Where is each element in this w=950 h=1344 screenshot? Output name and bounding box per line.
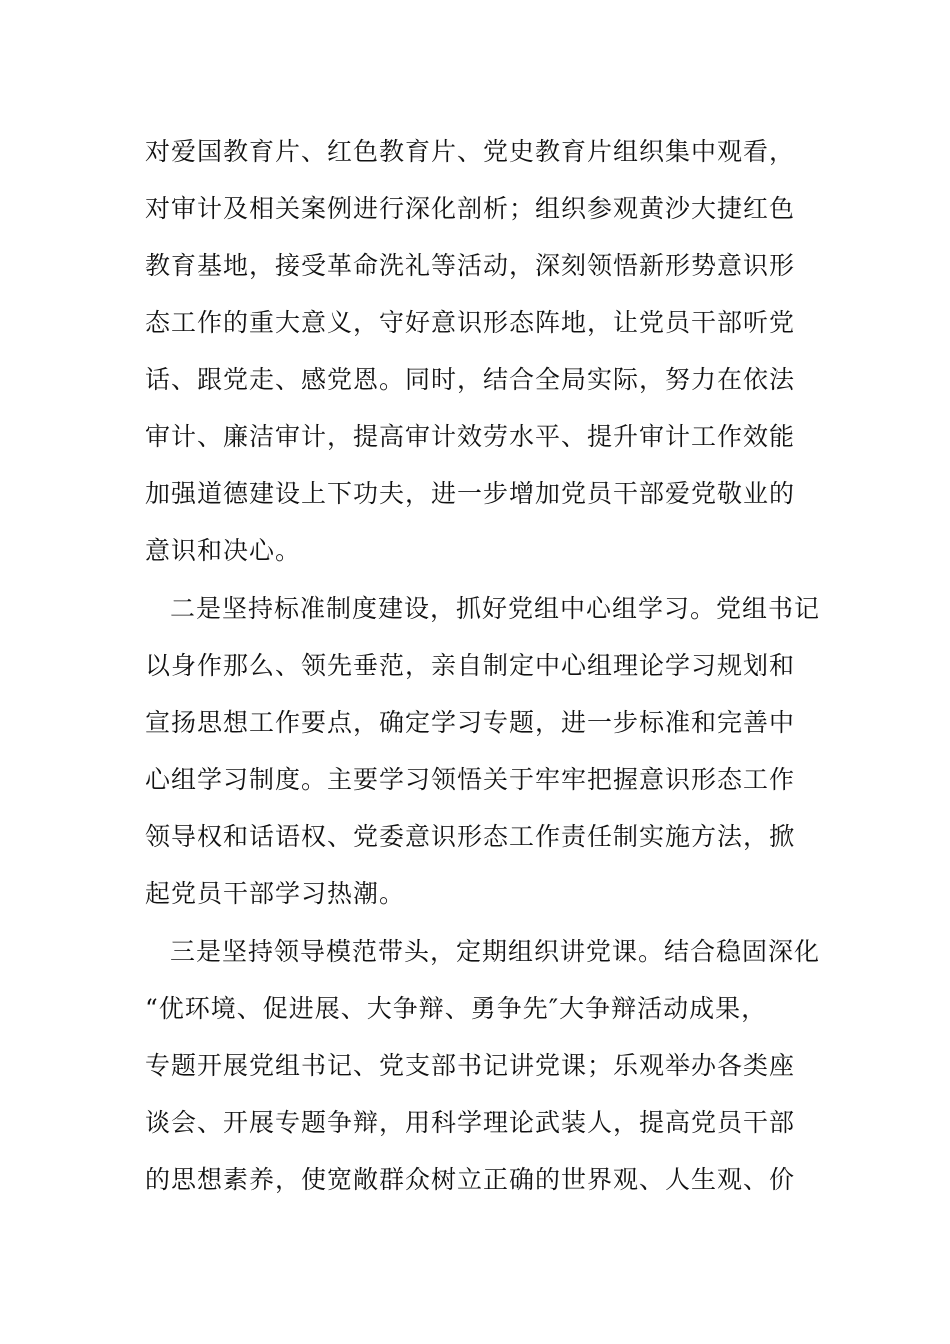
paragraph-2-line-5: 领导权和话语权、党委意识形态工作责任制实施方法，掀: [145, 822, 796, 851]
paragraph-2-line-1: 二是坚持标准制度建设，抓好党组中心组学习。党组书记: [170, 594, 821, 623]
paragraph-1-line-2: 对审计及相关案例进行深化剖析；组织参观黄沙大捷红色: [145, 194, 796, 223]
paragraph-1-line-3: 教育基地，接受革命洗礼等活动，深刻领悟新形势意识形: [145, 251, 796, 280]
paragraph-1-line-1: 对爱国教育片、红色教育片、党史教育片组织集中观看，: [145, 137, 796, 166]
paragraph-1-line-7: 加强道德建设上下功夫，进一步增加党员干部爱党敬业的: [145, 479, 796, 508]
paragraph-2-line-2: 以身作那么、领先垂范，亲自制定中心组理论学习规划和: [145, 651, 796, 680]
paragraph-3-line-2: “优环境、促进展、大争辩、勇争先″大争辩活动成果，: [145, 994, 768, 1023]
paragraph-2-line-4: 心组学习制度。主要学习领悟关于牢牢把握意识形态工作: [145, 765, 796, 794]
paragraph-1-line-6: 审计、廉洁审计，提高审计效劳水平、提升审计工作效能: [145, 422, 796, 451]
paragraph-3-line-1: 三是坚持领导模范带头，定期组织讲党课。结合稳固深化: [170, 937, 821, 966]
paragraph-1-line-8: 意识和决心。: [145, 536, 302, 565]
paragraph-2-line-6: 起党员干部学习热潮。: [145, 879, 406, 908]
paragraph-3-line-5: 的思想素养，使宽敞群众树立正确的世界观、人生观、价: [145, 1165, 796, 1194]
paragraph-2-line-3: 宣扬思想工作要点，确定学习专题，进一步标准和完善中: [145, 708, 796, 737]
paragraph-3-line-3: 专题开展党组书记、党支部书记讲党课；乐观举办各类座: [145, 1051, 796, 1080]
paragraph-1-line-4: 态工作的重大意义，守好意识形态阵地，让党员干部听党: [145, 308, 796, 337]
paragraph-1-line-5: 话、跟党走、感党恩。同时，结合全局实际，努力在依法: [145, 365, 796, 394]
paragraph-3-line-4: 谈会、开展专题争辩，用科学理论武装人，提高党员干部: [145, 1108, 796, 1137]
